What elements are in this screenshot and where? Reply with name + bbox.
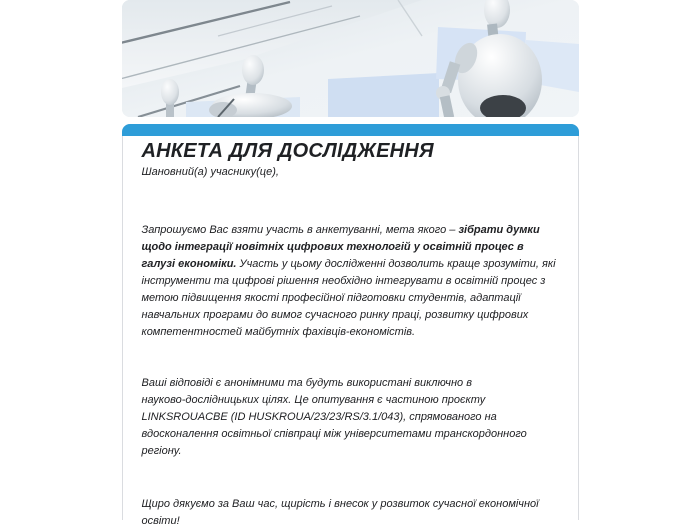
intro-paragraph: [142, 222, 560, 341]
form-card-content: [123, 138, 578, 525]
form-greeting: Шановний(а) учаснику(це),: [141, 166, 279, 178]
anonymity-paragraph: [142, 375, 560, 460]
form-title: АНКЕТА ДЛЯ ДОСЛІДЖЕННЯ: [141, 140, 434, 162]
form-accent-bar: [122, 124, 579, 136]
intro-paragraph-prefix: Запрошуємо Вас взяти участь в анкетуванні, мета якого –: [141, 224, 459, 236]
header-image: [122, 0, 579, 117]
intro-paragraph-rest: Участь у цьому дослідженні дозволить краще зрозуміти, які інструменти та цифрові рішення необхідно інтегрувати в освітній процес з метою підвищення якості професійної підготовки студентів, адаптації навчальних програми до вимог сучасного ринку праці, розвитку цифрових компетентностей майбутніх фахівців-економістів.: [141, 258, 556, 338]
form-card: [122, 124, 579, 525]
form-page-column: [122, 0, 579, 525]
anonymity-nowrap-word: науково-дослідницьких: [141, 394, 259, 406]
thanks-paragraph: Щиро дякуємо за Ваш час, щирість і внесок у розвиток сучасної економічної освіти!: [141, 498, 539, 525]
header-image-illustration: [122, 0, 579, 117]
anonymity-part1: Ваші відповіді є анонімними та будуть використані виключно в: [141, 377, 472, 389]
anonymity-part2: цілях. Це опитування є частиною проєкту LINKSROUACBE (ID HUSKROUA/23/23/RS/3.1/043), спрямованого на вдосконалення освітньої співпраці між університетами транскордонного регіону.: [141, 394, 527, 457]
intro-paragraph-bold: зібрати думки щодо інтеграції новітніх цифрових технологій у освітній процес в галузі економіки.: [141, 224, 540, 270]
